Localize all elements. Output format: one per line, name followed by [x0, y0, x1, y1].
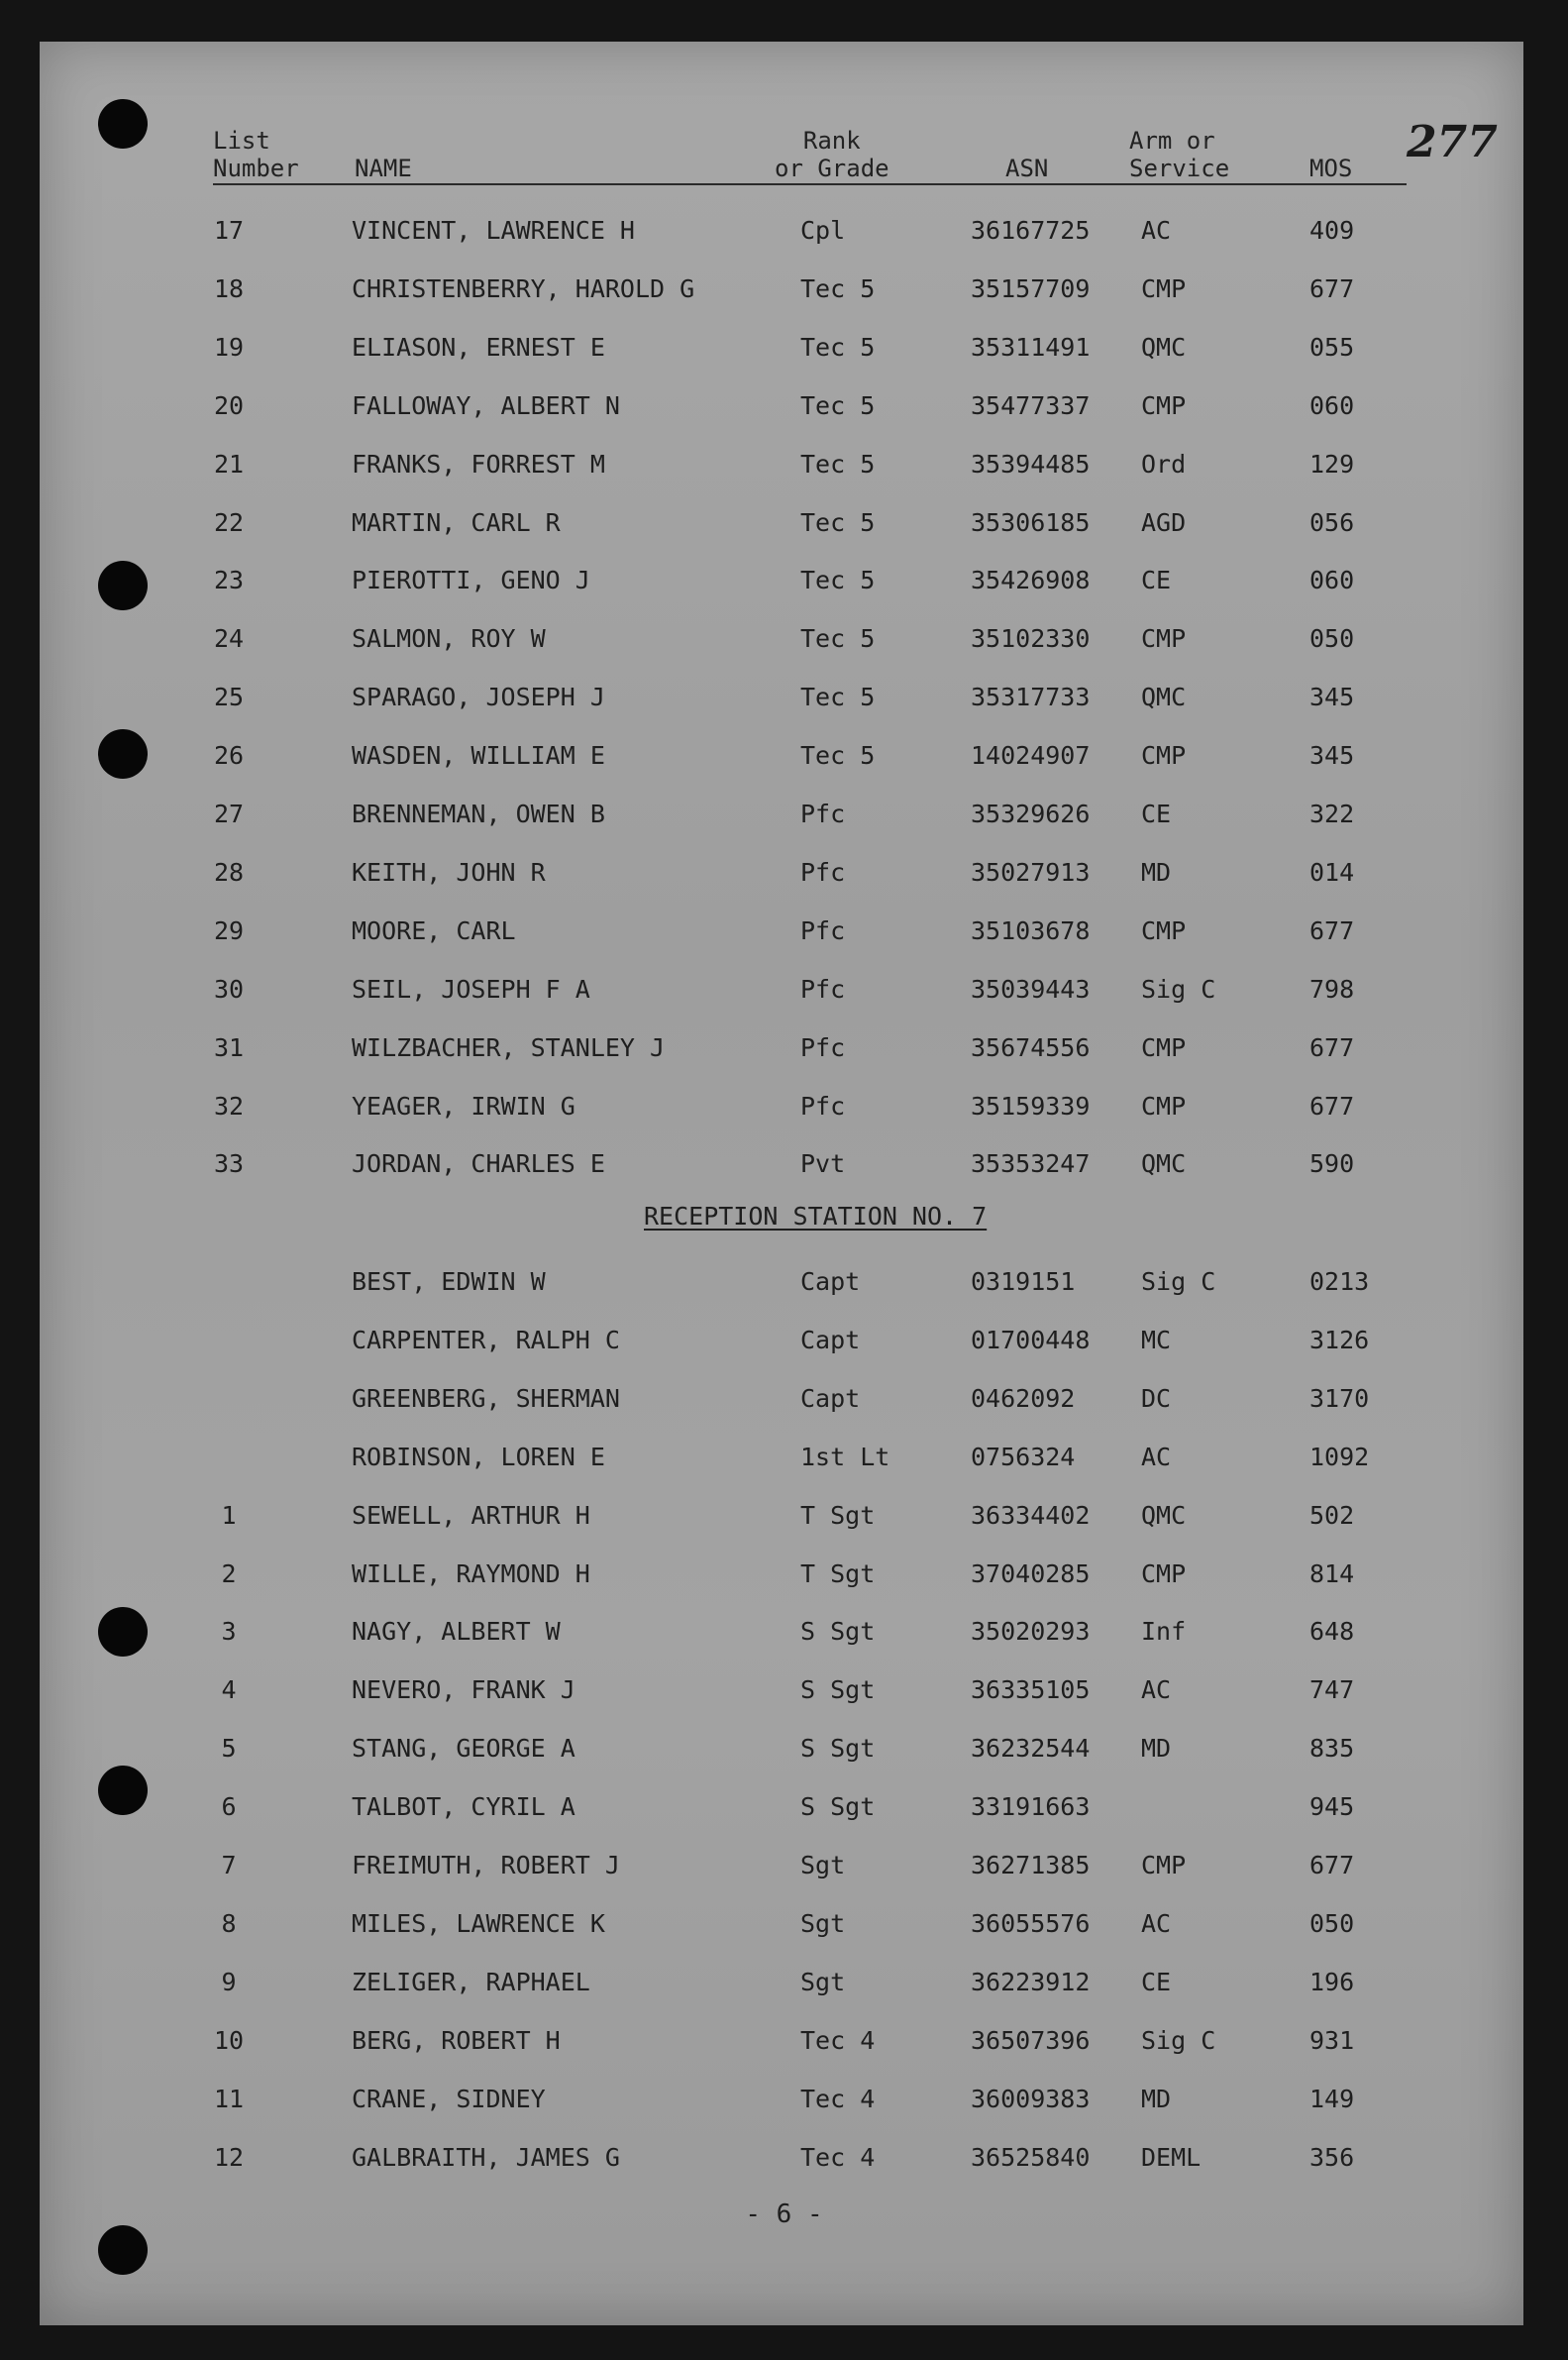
table-row: [0, 1087, 1568, 1126]
table-row: [0, 1379, 1568, 1419]
page-number: 277: [1407, 117, 1498, 167]
arm-service-cell: QMC: [1141, 1149, 1187, 1179]
mos-cell: 931: [1309, 2025, 1355, 2055]
mos-cell: 677: [1309, 1851, 1355, 1879]
arm-service-cell: CMP: [1141, 1091, 1187, 1121]
asn-cell: 33191663: [971, 1792, 1091, 1822]
list-number-cell: 6: [221, 1792, 237, 1822]
mos-cell: 060: [1309, 390, 1355, 420]
table-row: [0, 1846, 1568, 1885]
arm-service-cell: AC: [1141, 1442, 1172, 1471]
name-cell: MOORE, CARL: [352, 915, 516, 945]
asn-cell: 36271385: [971, 1851, 1091, 1879]
rank-cell: Tec 5: [800, 566, 876, 595]
mos-cell: 055: [1309, 332, 1355, 362]
arm-service-cell: QMC: [1141, 332, 1187, 362]
table-row: [0, 1787, 1568, 1827]
rank-cell: 1st Lt: [800, 1442, 890, 1471]
list-number-cell: 1: [221, 1500, 237, 1530]
table-row: [0, 1028, 1568, 1068]
mos-cell: 356: [1309, 2142, 1355, 2172]
asn-cell: 37040285: [971, 1558, 1091, 1588]
table-row: [0, 678, 1568, 717]
mos-cell: 060: [1309, 566, 1355, 595]
mos-cell: 677: [1309, 1091, 1355, 1121]
mos-cell: 648: [1309, 1617, 1355, 1647]
name-cell: SEWELL, ARTHUR H: [352, 1500, 590, 1530]
mos-cell: 345: [1309, 741, 1355, 771]
arm-service-cell: CMP: [1141, 624, 1187, 654]
arm-service-cell: Sig C: [1141, 974, 1216, 1004]
header-mos: MOS: [1309, 155, 1353, 182]
rank-cell: Tec 4: [800, 2025, 876, 2055]
arm-service-cell: CE: [1141, 1967, 1172, 1996]
rank-cell: Pfc: [800, 974, 846, 1004]
table-row: [0, 970, 1568, 1010]
section-title: RECEPTION STATION NO. 7: [644, 1202, 988, 1231]
asn-cell: 36334402: [971, 1500, 1091, 1530]
arm-service-cell: QMC: [1141, 1500, 1187, 1530]
name-cell: SEIL, JOSEPH F A: [352, 974, 590, 1004]
table-header: [0, 127, 1568, 186]
list-number-cell: 7: [221, 1851, 237, 1879]
list-number-cell: 24: [213, 624, 245, 654]
table-row: [0, 561, 1568, 600]
arm-service-cell: CE: [1141, 566, 1172, 595]
asn-cell: 35317733: [971, 683, 1091, 712]
asn-cell: 36055576: [971, 1908, 1091, 1938]
header-list-number: List Number: [213, 127, 299, 182]
name-cell: FALLOWAY, ALBERT N: [352, 390, 620, 420]
name-cell: NEVERO, FRANK J: [352, 1675, 575, 1705]
rank-cell: Cpl: [800, 216, 846, 245]
name-cell: WILLE, RAYMOND H: [352, 1558, 590, 1588]
name-cell: VINCENT, LAWRENCE H: [352, 216, 635, 245]
rank-cell: Capt: [800, 1383, 861, 1413]
table-row: [0, 386, 1568, 426]
rank-cell: Tec 5: [800, 273, 876, 303]
list-number-cell: 21: [213, 449, 245, 479]
list-number-cell: 10: [213, 2025, 245, 2055]
mos-cell: 677: [1309, 915, 1355, 945]
arm-service-cell: Inf: [1141, 1617, 1187, 1647]
name-cell: JORDAN, CHARLES E: [352, 1149, 605, 1179]
table-row: [0, 1496, 1568, 1536]
rank-cell: S Sgt: [800, 1792, 876, 1822]
arm-service-cell: DEML: [1141, 2142, 1202, 2172]
table-row: [0, 1144, 1568, 1184]
name-cell: BERG, ROBERT H: [352, 2025, 561, 2055]
list-number-cell: 20: [213, 390, 245, 420]
name-cell: FREIMUTH, ROBERT J: [352, 1851, 620, 1879]
table-row: [0, 619, 1568, 659]
rank-cell: S Sgt: [800, 1617, 876, 1647]
arm-service-cell: MD: [1141, 857, 1172, 887]
table-row: [0, 912, 1568, 951]
asn-cell: 0756324: [971, 1442, 1076, 1471]
rank-cell: Tec 5: [800, 332, 876, 362]
name-cell: YEAGER, IRWIN G: [352, 1091, 575, 1121]
list-number-cell: 18: [213, 273, 245, 303]
name-cell: KEITH, JOHN R: [352, 857, 546, 887]
mos-cell: 196: [1309, 1967, 1355, 1996]
rank-cell: Tec 5: [800, 624, 876, 654]
table-row: [0, 853, 1568, 893]
name-cell: MARTIN, CARL R: [352, 507, 561, 537]
mos-cell: 3170: [1309, 1383, 1370, 1413]
list-number-cell: 2: [221, 1558, 237, 1588]
asn-cell: 35306185: [971, 507, 1091, 537]
asn-cell: 35329626: [971, 800, 1091, 828]
arm-service-cell: CMP: [1141, 741, 1187, 771]
table-row: [0, 1262, 1568, 1302]
table-row: [0, 269, 1568, 309]
asn-cell: 35027913: [971, 857, 1091, 887]
asn-cell: 36232544: [971, 1734, 1091, 1764]
mos-cell: 590: [1309, 1149, 1355, 1179]
table-row: [0, 2021, 1568, 2061]
table-row: [0, 1963, 1568, 2002]
rank-cell: Sgt: [800, 1908, 846, 1938]
asn-cell: 36335105: [971, 1675, 1091, 1705]
mos-cell: 677: [1309, 273, 1355, 303]
asn-cell: 35102330: [971, 624, 1091, 654]
rank-cell: Capt: [800, 1267, 861, 1296]
table-row: [0, 736, 1568, 776]
mos-cell: 3126: [1309, 1325, 1370, 1354]
rank-cell: Pfc: [800, 1032, 846, 1062]
asn-cell: 35477337: [971, 390, 1091, 420]
asn-cell: 35039443: [971, 974, 1091, 1004]
mos-cell: 747: [1309, 1675, 1355, 1705]
arm-service-cell: QMC: [1141, 683, 1187, 712]
mos-cell: 322: [1309, 800, 1355, 828]
rank-cell: Sgt: [800, 1967, 846, 1996]
table-row: [0, 1612, 1568, 1652]
name-cell: CARPENTER, RALPH C: [352, 1325, 620, 1354]
list-number-cell: 11: [213, 2084, 245, 2113]
rank-cell: Pfc: [800, 1091, 846, 1121]
arm-service-cell: CMP: [1141, 390, 1187, 420]
rank-cell: Tec 5: [800, 507, 876, 537]
mos-cell: 798: [1309, 974, 1355, 1004]
table-row: [0, 2138, 1568, 2178]
name-cell: SALMON, ROY W: [352, 624, 546, 654]
arm-service-cell: AGD: [1141, 507, 1187, 537]
name-cell: ZELIGER, RAPHAEL: [352, 1967, 590, 1996]
rank-cell: Tec 4: [800, 2142, 876, 2172]
arm-service-cell: CMP: [1141, 1032, 1187, 1062]
name-cell: BRENNEMAN, OWEN B: [352, 800, 605, 828]
list-number-cell: 8: [221, 1908, 237, 1938]
list-number-cell: 23: [213, 566, 245, 595]
header-asn: ASN: [1005, 155, 1049, 182]
rank-cell: Capt: [800, 1325, 861, 1354]
name-cell: NAGY, ALBERT W: [352, 1617, 561, 1647]
mos-cell: 814: [1309, 1558, 1355, 1588]
rank-cell: Pfc: [800, 857, 846, 887]
list-number-cell: 27: [213, 800, 245, 828]
list-number-cell: 26: [213, 741, 245, 771]
header-rule: [213, 183, 1407, 185]
name-cell: CRANE, SIDNEY: [352, 2084, 546, 2113]
arm-service-cell: Sig C: [1141, 1267, 1216, 1296]
asn-cell: 0462092: [971, 1383, 1076, 1413]
list-number-cell: 3: [221, 1617, 237, 1647]
asn-cell: 35159339: [971, 1091, 1091, 1121]
name-cell: BEST, EDWIN W: [352, 1267, 546, 1296]
rank-cell: T Sgt: [800, 1500, 876, 1530]
table-row: [0, 503, 1568, 543]
rank-cell: Pfc: [800, 800, 846, 828]
list-number-cell: 32: [213, 1091, 245, 1121]
name-cell: CHRISTENBERRY, HAROLD G: [352, 273, 695, 303]
arm-service-cell: AC: [1141, 216, 1172, 245]
name-cell: PIEROTTI, GENO J: [352, 566, 590, 595]
table-row: [0, 1555, 1568, 1594]
list-number-cell: 25: [213, 683, 245, 712]
arm-service-cell: AC: [1141, 1908, 1172, 1938]
rank-cell: S Sgt: [800, 1734, 876, 1764]
rank-cell: Tec 5: [800, 449, 876, 479]
name-cell: GALBRAITH, JAMES G: [352, 2142, 620, 2172]
list-number-cell: 29: [213, 915, 245, 945]
mos-cell: 1092: [1309, 1442, 1370, 1471]
asn-cell: 36167725: [971, 216, 1091, 245]
rank-cell: Tec 5: [800, 390, 876, 420]
mos-cell: 502: [1309, 1500, 1355, 1530]
asn-cell: 36525840: [971, 2142, 1091, 2172]
asn-cell: 35394485: [971, 449, 1091, 479]
rank-cell: Sgt: [800, 1851, 846, 1879]
list-number-cell: 12: [213, 2142, 245, 2172]
list-number-cell: 17: [213, 216, 245, 245]
name-cell: ELIASON, ERNEST E: [352, 332, 605, 362]
mos-cell: 409: [1309, 216, 1355, 245]
mos-cell: 014: [1309, 857, 1355, 887]
list-number-cell: 5: [221, 1734, 237, 1764]
name-cell: ROBINSON, LOREN E: [352, 1442, 605, 1471]
list-number-cell: 19: [213, 332, 245, 362]
table-row: [0, 445, 1568, 484]
asn-cell: 01700448: [971, 1325, 1091, 1354]
rank-cell: Tec 5: [800, 683, 876, 712]
table-row: [0, 2080, 1568, 2119]
table-row: [0, 211, 1568, 251]
name-cell: GREENBERG, SHERMAN: [352, 1383, 620, 1413]
arm-service-cell: CE: [1141, 800, 1172, 828]
punch-hole: [98, 2225, 148, 2275]
asn-cell: 35311491: [971, 332, 1091, 362]
rank-cell: Pfc: [800, 915, 846, 945]
mos-cell: 945: [1309, 1792, 1355, 1822]
arm-service-cell: MD: [1141, 1734, 1172, 1764]
rank-cell: S Sgt: [800, 1675, 876, 1705]
asn-cell: 35674556: [971, 1032, 1091, 1062]
mos-cell: 345: [1309, 683, 1355, 712]
arm-service-cell: CMP: [1141, 1558, 1187, 1588]
table-row: [0, 1904, 1568, 1944]
table-row: [0, 795, 1568, 834]
table-row: [0, 1670, 1568, 1710]
list-number-cell: 28: [213, 857, 245, 887]
name-cell: FRANKS, FORREST M: [352, 449, 605, 479]
name-cell: STANG, GEORGE A: [352, 1734, 575, 1764]
name-cell: SPARAGO, JOSEPH J: [352, 683, 605, 712]
mos-cell: 149: [1309, 2084, 1355, 2113]
table-row: [0, 1438, 1568, 1477]
list-number-cell: 22: [213, 507, 245, 537]
header-rank: Rank or Grade: [775, 127, 889, 182]
name-cell: WASDEN, WILLIAM E: [352, 741, 605, 771]
mos-cell: 050: [1309, 1908, 1355, 1938]
arm-service-cell: CMP: [1141, 1851, 1187, 1879]
header-arm: Arm or Service: [1129, 127, 1230, 182]
name-cell: MILES, LAWRENCE K: [352, 1908, 605, 1938]
asn-cell: 35020293: [971, 1617, 1091, 1647]
table-row: [0, 328, 1568, 368]
list-number-cell: 4: [221, 1675, 237, 1705]
page-footer: - 6 -: [745, 2199, 823, 2229]
mos-cell: 129: [1309, 449, 1355, 479]
arm-service-cell: CMP: [1141, 915, 1187, 945]
asn-cell: 36009383: [971, 2084, 1091, 2113]
asn-cell: 35157709: [971, 273, 1091, 303]
asn-cell: 35353247: [971, 1149, 1091, 1179]
arm-service-cell: Sig C: [1141, 2025, 1216, 2055]
mos-cell: 677: [1309, 1032, 1355, 1062]
arm-service-cell: CMP: [1141, 273, 1187, 303]
rank-cell: T Sgt: [800, 1558, 876, 1588]
asn-cell: 0319151: [971, 1267, 1076, 1296]
mos-cell: 050: [1309, 624, 1355, 654]
name-cell: TALBOT, CYRIL A: [352, 1792, 575, 1822]
arm-service-cell: DC: [1141, 1383, 1172, 1413]
table-row: [0, 1729, 1568, 1769]
list-number-cell: 33: [213, 1149, 245, 1179]
asn-cell: 35103678: [971, 915, 1091, 945]
rank-cell: Tec 4: [800, 2084, 876, 2113]
asn-cell: 35426908: [971, 566, 1091, 595]
name-cell: WILZBACHER, STANLEY J: [352, 1032, 666, 1062]
mos-cell: 0213: [1309, 1267, 1370, 1296]
list-number-cell: 9: [221, 1967, 237, 1996]
asn-cell: 36223912: [971, 1967, 1091, 1996]
arm-service-cell: MC: [1141, 1325, 1172, 1354]
asn-cell: 14024907: [971, 741, 1091, 771]
mos-cell: 056: [1309, 507, 1355, 537]
list-number-cell: 30: [213, 974, 245, 1004]
table-row: [0, 1321, 1568, 1360]
asn-cell: 36507396: [971, 2025, 1091, 2055]
arm-service-cell: AC: [1141, 1675, 1172, 1705]
mos-cell: 835: [1309, 1734, 1355, 1764]
rank-cell: Tec 5: [800, 741, 876, 771]
list-number-cell: 31: [213, 1032, 245, 1062]
header-name: NAME: [355, 155, 412, 182]
rank-cell: Pvt: [800, 1149, 846, 1179]
arm-service-cell: MD: [1141, 2084, 1172, 2113]
arm-service-cell: Ord: [1141, 449, 1187, 479]
